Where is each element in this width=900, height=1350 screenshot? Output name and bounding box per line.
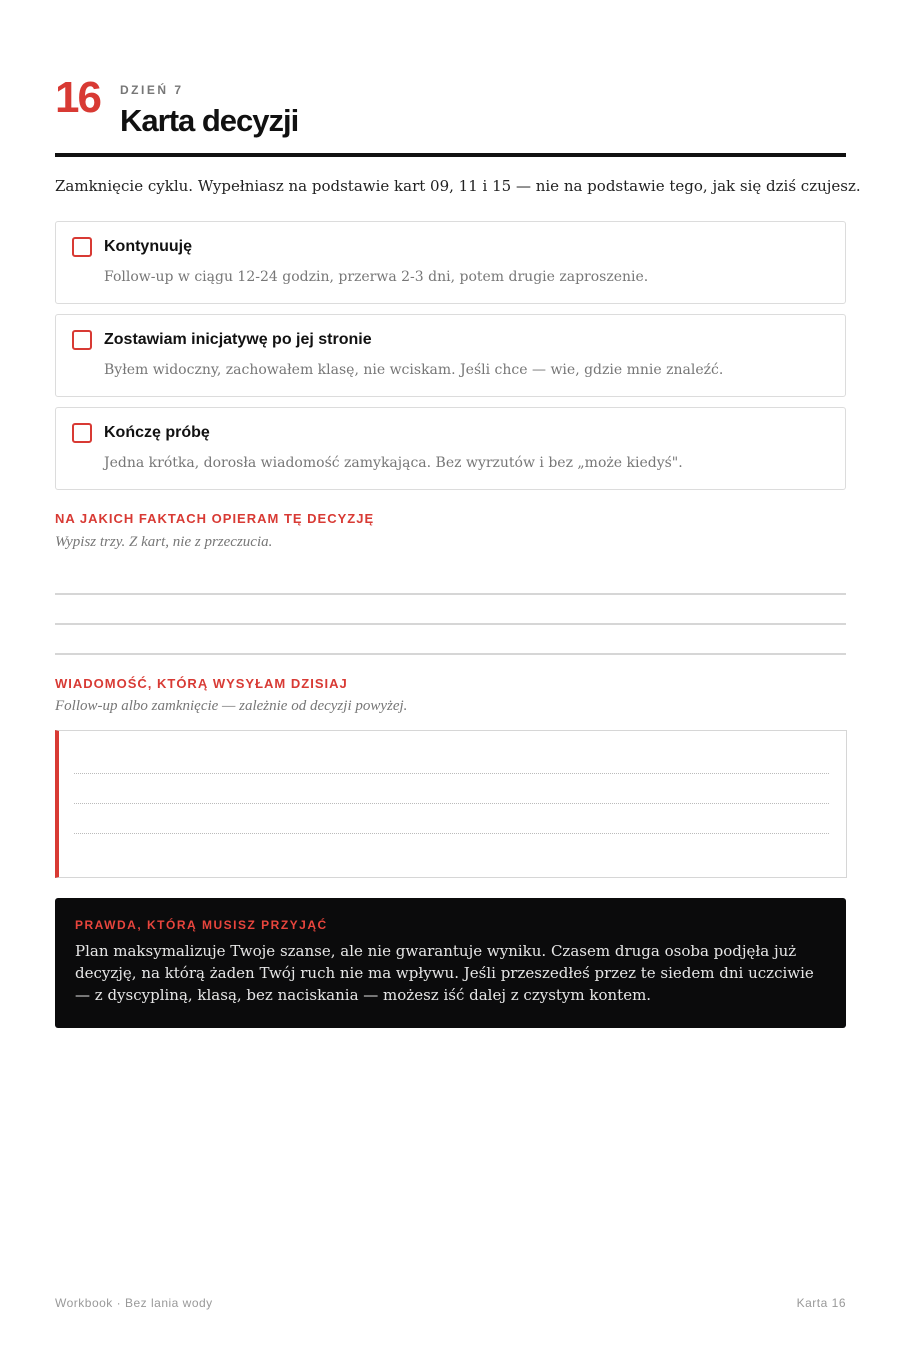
fact-line-1[interactable]: [55, 593, 846, 595]
facts-section-subtitle: Wypisz trzy. Z kart, nie z przeczucia.: [55, 534, 273, 550]
option-continue[interactable]: [55, 221, 846, 304]
facts-section-title: NA JAKICH FAKTACH OPIERAM TĘ DECYZJĘ: [55, 511, 375, 526]
message-section-title: WIADOMOŚĆ, KTÓRĄ WYSYŁAM DZISIAJ: [55, 676, 348, 691]
message-input-box[interactable]: [55, 730, 847, 878]
footer-workbook-name: Workbook · Bez lania wody: [55, 1296, 213, 1310]
option-description: Follow-up w ciągu 12-24 godzin, przerwa 2-3 dni, potem drugie zaproszenie.: [104, 269, 649, 285]
message-line-2: [74, 803, 829, 804]
option-title: Kończę próbę: [104, 424, 210, 441]
day-label: DZIEŃ 7: [120, 83, 184, 97]
option-leave-initiative[interactable]: [55, 314, 846, 397]
checkbox-continue[interactable]: [72, 237, 92, 257]
truth-panel: [55, 898, 846, 1028]
card-number: 16: [55, 73, 100, 122]
fact-line-3[interactable]: [55, 653, 846, 655]
option-end-attempt[interactable]: [55, 407, 846, 490]
checkbox-end-attempt[interactable]: [72, 423, 92, 443]
message-line-3: [74, 833, 829, 834]
option-title: Kontynuuję: [104, 238, 192, 255]
truth-text: Plan maksymalizuje Twoje szanse, ale nie gwarantuje wyniku. Czasem druga osoba podjęła już decyzję, na którą żaden Twój ruch nie ma wpływu. Jeśli przeszedłeś przez te siedem dni uczciwie — z dyscypliną, klasą, bez naciskania — możesz iść dalej z czystym kontem.: [75, 942, 814, 1004]
option-description: Byłem widoczny, zachowałem klasę, nie wciskam. Jeśli chce — wie, gdzie mnie znaleźć.: [104, 362, 724, 378]
page-header: [55, 0, 846, 157]
option-title: Zostawiam inicjatywę po jej stronie: [104, 331, 372, 348]
message-line-1: [74, 773, 829, 774]
intro-text: Zamknięcie cyklu. Wypełniasz na podstawie kart 09, 11 i 15 — nie na podstawie tego, jak się dziś czujesz.: [55, 177, 861, 195]
message-section-subtitle: Follow-up albo zamknięcie — zależnie od decyzji powyżej.: [55, 698, 408, 714]
footer-card-label: Karta 16: [796, 1296, 846, 1310]
option-description: Jedna krótka, dorosła wiadomość zamykająca. Bez wyrzutów i bez „może kiedyś".: [104, 455, 683, 471]
fact-line-2[interactable]: [55, 623, 846, 625]
page-title: Karta decyzji: [120, 103, 299, 138]
truth-label: PRAWDA, KTÓRĄ MUSISZ PRZYJĄĆ: [75, 918, 328, 932]
checkbox-leave-initiative[interactable]: [72, 330, 92, 350]
workbook-page: [55, 0, 861, 1310]
